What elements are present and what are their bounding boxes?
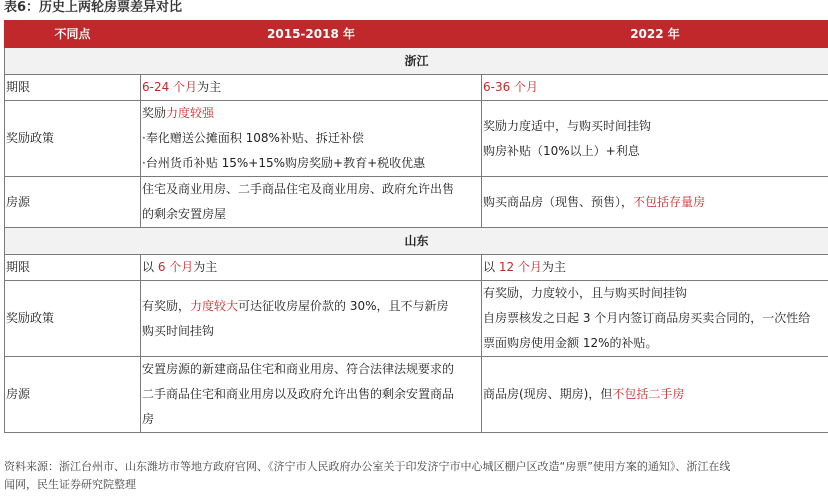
cell-text: 二手商品住宅和商业用房以及政府允许出售的剩余安置商品 <box>142 387 455 401</box>
cell-line <box>142 407 480 432</box>
cell-text: 奖励 <box>142 106 167 120</box>
cell-text: 购房补贴（10%以上）+利息 <box>483 143 640 158</box>
cell-text: 住宅及商业用房、二手商品住宅及商业用房、政府允许出售 <box>142 182 455 196</box>
highlight-text: 不包括存量房 <box>633 194 706 209</box>
cell-line <box>142 319 480 344</box>
cell-line <box>483 306 827 331</box>
table-row <box>5 255 828 281</box>
row-label: 期限 <box>5 255 141 281</box>
highlight-text: 力度较大 <box>190 298 239 313</box>
cell-line <box>142 126 480 151</box>
table-row <box>5 281 828 357</box>
cell-text: 的剩余安置房屋 <box>142 207 227 221</box>
cell-line <box>483 331 827 356</box>
cell-line <box>483 114 827 139</box>
cell-2015-2018 <box>141 281 482 357</box>
row-label: 奖励政策 <box>5 281 141 357</box>
source-line-2: 闻网，民生证券研究院整理 <box>4 478 136 491</box>
cell-line <box>142 294 480 319</box>
cell-text: 奖励力度适中，与购买时间挂钩 <box>483 118 652 133</box>
cell-2022 <box>482 255 828 281</box>
cell-text: 为主 <box>193 260 218 274</box>
comparison-table <box>4 20 828 433</box>
cell-line <box>483 190 827 215</box>
cell-line <box>142 151 480 176</box>
table-caption: 表6：历史上两轮房票差异对比 <box>4 0 183 15</box>
row-label: 房源 <box>5 357 141 433</box>
cell-text: 票面购房使用金额 12%的补贴。 <box>483 336 658 350</box>
row-label: 奖励政策 <box>5 101 141 177</box>
cell-2022 <box>482 357 828 433</box>
cell-2022 <box>482 75 828 101</box>
table-header-row <box>5 21 828 48</box>
cell-2015-2018 <box>141 255 482 281</box>
cell-line <box>483 75 827 100</box>
cell-text: 购买商品房（现售、预售）， <box>483 194 634 209</box>
section-row <box>5 228 828 255</box>
header-period-2015-2018: 2015-2018 年 <box>141 21 482 48</box>
highlight-text: 6 个月 <box>157 260 194 274</box>
cell-text: 有奖励，力度较小，且与购买时间挂钩 <box>483 286 688 300</box>
table-row <box>5 357 828 433</box>
cell-text: 购买时间挂钩 <box>142 323 215 338</box>
cell-2022 <box>482 177 828 228</box>
cell-line <box>142 177 480 202</box>
cell-line <box>142 357 480 382</box>
cell-line <box>142 255 480 280</box>
cell-text: 安置房源的新建商品住宅和商业用房、符合法律法规要求的 <box>142 362 455 376</box>
row-label: 房源 <box>5 177 141 228</box>
table-row <box>5 177 828 228</box>
table-row <box>5 75 828 101</box>
cell-2022 <box>482 101 828 177</box>
section-row <box>5 48 828 75</box>
row-label: 期限 <box>5 75 141 101</box>
cell-text: 自房票核发之日起 3 个月内签订商品房买卖合同的，一次性给 <box>483 311 811 325</box>
cell-2022 <box>482 281 828 357</box>
cell-line <box>483 281 827 306</box>
cell-line <box>483 139 827 164</box>
cell-2015-2018 <box>141 177 482 228</box>
cell-text: 商品房(现房、期房)，但 <box>483 387 613 401</box>
cell-text: 为主 <box>197 80 222 94</box>
table-row <box>5 101 828 177</box>
cell-2015-2018 <box>141 101 482 177</box>
cell-text: ·奉化赠送公摊面积 108%补贴、拆迁补偿 <box>142 131 364 145</box>
highlight-text: 12 个月 <box>498 260 542 274</box>
cell-text: 以 <box>483 260 499 274</box>
cell-text: ·台州货币补贴 15%+15%购房奖励+教育+税收优惠 <box>142 156 426 170</box>
source-note <box>4 458 828 494</box>
cell-text: 以 <box>142 260 158 274</box>
cell-text: 可达征收房屋价款的 30%，且不与新房 <box>238 298 449 313</box>
source-line-1: 资料来源：浙江台州市、山东潍坊市等地方政府官网、《济宁市人民政府办公室关于印发济宁市中心城区棚户区改造“房票”使用方案的通知》、浙江在线 <box>4 460 731 473</box>
header-period-2022: 2022 年 <box>482 21 828 48</box>
highlight-text: 不包括二手房 <box>612 387 685 401</box>
cell-text: 为主 <box>541 260 566 274</box>
cell-line <box>142 382 480 407</box>
section-title: 浙江 <box>5 48 828 75</box>
section-title: 山东 <box>5 228 828 255</box>
cell-2015-2018 <box>141 75 482 101</box>
header-difference: 不同点 <box>5 21 141 48</box>
highlight-text: 6-36 个月 <box>483 80 539 94</box>
cell-2015-2018 <box>141 357 482 433</box>
cell-line <box>142 101 480 126</box>
highlight-text: 力度较强 <box>166 106 215 120</box>
cell-line <box>142 202 480 227</box>
cell-text: 房 <box>142 412 155 426</box>
highlight-text: 6-24 个月 <box>142 80 198 94</box>
cell-text: 有奖励， <box>142 298 191 313</box>
cell-line <box>142 75 480 100</box>
cell-line <box>483 255 827 280</box>
cell-line <box>483 382 827 407</box>
